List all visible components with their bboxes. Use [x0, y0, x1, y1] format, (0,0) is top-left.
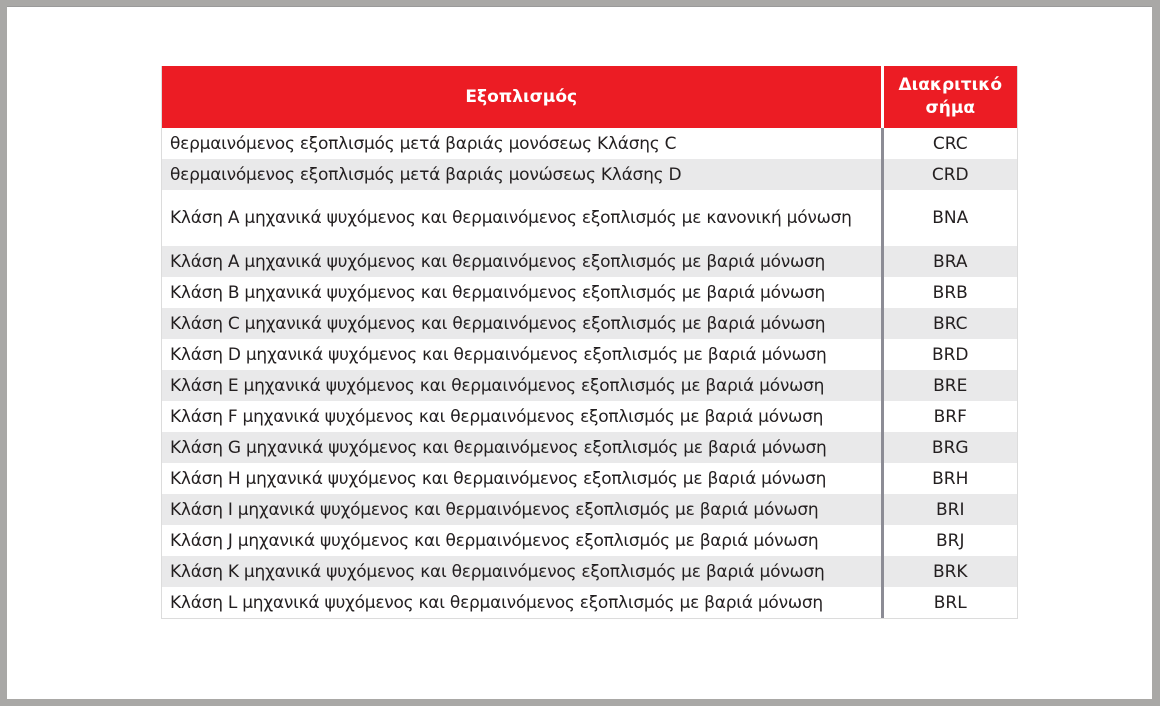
mark-cell: BRD	[882, 339, 1017, 370]
equipment-table	[162, 66, 1017, 618]
header-mark: Διακριτικό σήμα	[882, 66, 1017, 128]
table-header-row	[162, 66, 1017, 128]
table-row	[162, 277, 1017, 308]
document-frame	[7, 6, 1152, 699]
equipment-cell: Κλάση G μηχανικά ψυχόμενος και θερμαινόμενος εξοπλισμός με βαριά μόνωση	[162, 432, 882, 463]
mark-cell: BRG	[882, 432, 1017, 463]
equipment-cell: Κλάση I μηχανικά ψυχόμενος και θερμαινόμενος εξοπλισμός με βαριά μόνωση	[162, 494, 882, 525]
table-row	[162, 494, 1017, 525]
table-row	[162, 432, 1017, 463]
equipment-cell: Κλάση F μηχανικά ψυχόμενος και θερμαινόμενος εξοπλισμός με βαριά μόνωση	[162, 401, 882, 432]
equipment-cell: θερμαινόμενος εξοπλισμός μετά βαριάς μονώσεως Κλάσης D	[162, 159, 882, 190]
mark-cell: BRL	[882, 587, 1017, 618]
equipment-cell: Κλάση A μηχανικά ψυχόμενος και θερμαινόμενος εξοπλισμός με βαριά μόνωση	[162, 246, 882, 277]
table-row	[162, 339, 1017, 370]
mark-cell: BRJ	[882, 525, 1017, 556]
mark-cell: BRA	[882, 246, 1017, 277]
mark-cell: CRD	[882, 159, 1017, 190]
mark-cell: BNA	[882, 190, 1017, 246]
header-equipment: Εξοπλισμός	[162, 66, 882, 128]
equipment-cell: Κλάση E μηχανικά ψυχόμενος και θερμαινόμενος εξοπλισμός με βαριά μόνωση	[162, 370, 882, 401]
equipment-marks-table	[161, 66, 1018, 619]
table-row	[162, 246, 1017, 277]
table-row	[162, 159, 1017, 190]
mark-cell: CRC	[882, 128, 1017, 159]
table-row	[162, 308, 1017, 339]
mark-cell: BRI	[882, 494, 1017, 525]
equipment-cell: Κλάση C μηχανικά ψυχόμενος και θερμαινόμενος εξοπλισμός με βαριά μόνωση	[162, 308, 882, 339]
table-row	[162, 463, 1017, 494]
table-row	[162, 525, 1017, 556]
mark-cell: BRH	[882, 463, 1017, 494]
equipment-cell: Κλάση K μηχανικά ψυχόμενος και θερμαινόμενος εξοπλισμός με βαριά μόνωση	[162, 556, 882, 587]
equipment-cell: θερμαινόμενος εξοπλισμός μετά βαριάς μονόσεως Κλάσης C	[162, 128, 882, 159]
table-row	[162, 401, 1017, 432]
table-row	[162, 190, 1017, 246]
table-row	[162, 587, 1017, 618]
equipment-cell: Κλάση B μηχανικά ψυχόμενος και θερμαινόμενος εξοπλισμός με βαριά μόνωση	[162, 277, 882, 308]
table-row	[162, 370, 1017, 401]
table-row	[162, 556, 1017, 587]
equipment-cell: Κλάση J μηχανικά ψυχόμενος και θερμαινόμενος εξοπλισμός με βαριά μόνωση	[162, 525, 882, 556]
equipment-cell: Κλάση A μηχανικά ψυχόμενος και θερμαινόμενος εξοπλισμός με κανονική μόνωση	[162, 190, 882, 246]
mark-cell: BRK	[882, 556, 1017, 587]
equipment-cell: Κλάση L μηχανικά ψυχόμενος και θερμαινόμενος εξοπλισμός με βαριά μόνωση	[162, 587, 882, 618]
mark-cell: BRB	[882, 277, 1017, 308]
table-row	[162, 128, 1017, 159]
mark-cell: BRC	[882, 308, 1017, 339]
equipment-cell: Κλάση D μηχανικά ψυχόμενος και θερμαινόμενος εξοπλισμός με βαριά μόνωση	[162, 339, 882, 370]
equipment-cell: Κλάση H μηχανικά ψυχόμενος και θερμαινόμενος εξοπλισμός με βαριά μόνωση	[162, 463, 882, 494]
mark-cell: BRE	[882, 370, 1017, 401]
mark-cell: BRF	[882, 401, 1017, 432]
